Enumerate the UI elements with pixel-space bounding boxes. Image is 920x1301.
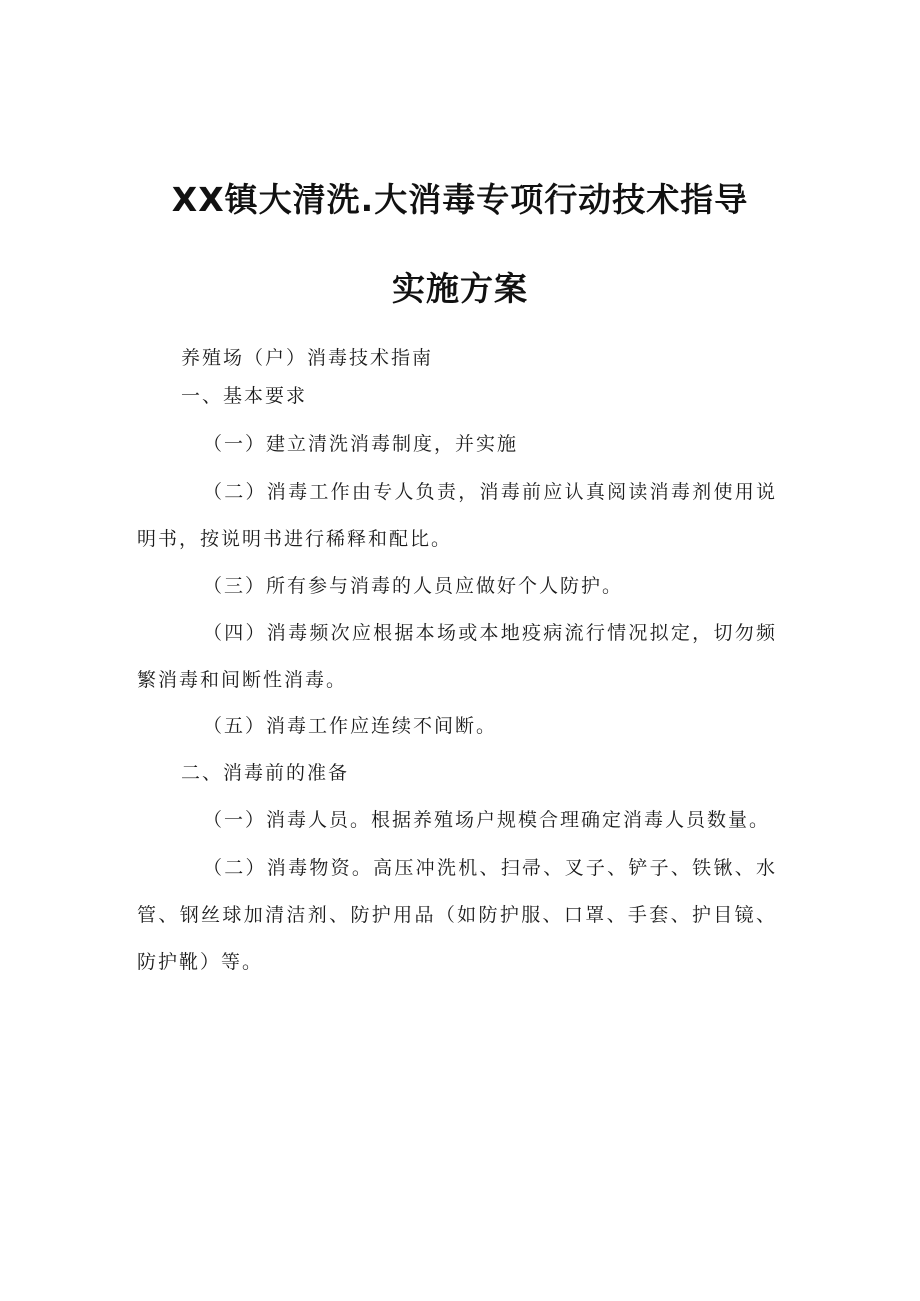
document-title-line-2: 实施方案 [392, 269, 528, 308]
section-heading-guide: 养殖场（户）消毒技术指南 [181, 347, 434, 369]
section-heading-basic-requirements: 一、基本要求 [181, 385, 308, 407]
paragraph-item: （二）消毒工作由专人负责，消毒前应认真阅读消毒剂使用说明书，按说明书进行稀释和配比。 [137, 481, 777, 550]
paragraph-item: （四）消毒频次应根据本场或本地疫病流行情况拟定，切勿频繁消毒和间断性消毒。 [137, 622, 777, 691]
document-title-line-1: XX镇大清洗.大消毒专项行动技术指导 [171, 180, 749, 219]
paragraph-item: （三）所有参与消毒的人员应做好个人防护。 [203, 575, 624, 597]
paragraph-item: （二）消毒物资。高压冲洗机、扫帚、叉子、铲子、铁锹、水管、钢丝球加清洁剂、防护用品（如防护服、口罩、手套、护目镜、防护靴）等。 [137, 857, 777, 973]
paragraph-item: （五）消毒工作应连续不间断。 [203, 715, 498, 737]
paragraph-item: （一）建立清洗消毒制度，并实施 [203, 433, 519, 455]
section-heading-preparation: 二、消毒前的准备 [181, 762, 350, 784]
paragraph-item: （一）消毒人员。根据养殖场户规模合理确定消毒人员数量。 [203, 809, 771, 831]
